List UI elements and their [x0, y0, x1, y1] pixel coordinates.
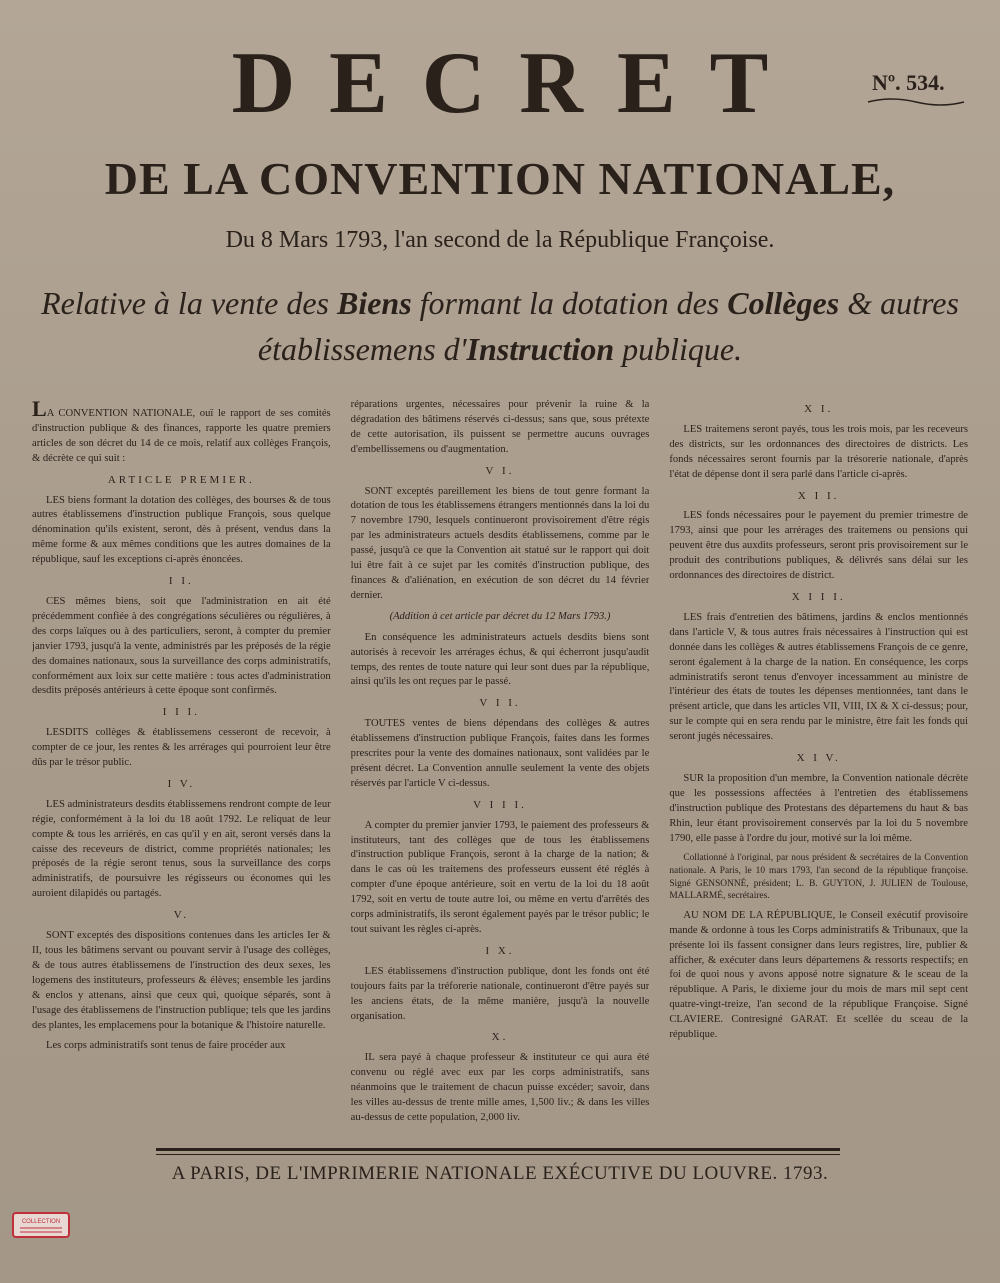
- subject-part-4: Collèges: [727, 285, 840, 321]
- article-text: LES administrateurs desdits établissemens rendront compte de leur régie, conformément à la loi du 18 août 1792. Le reliquat de leur compte & tous les arriérés, en cas qu'il y en ait, seront versés dans la caisse des receveurs de district, comme propriétés nationales; les préposés de la régie seront tenus, sous la surveillance des corps administratifs, de poursuivre les régisseurs ou économes qui les auroient dilapidés ou partagés.: [32, 798, 331, 900]
- article-heading: X I I I.: [791, 590, 846, 603]
- decree-title: DECRET: [231, 35, 803, 132]
- subject-part-1: Relative à la vente des: [41, 285, 337, 321]
- article-text: CES mêmes biens, soit que l'administration en ait été précédemment confiée à des congrégations séculières ou régulières, à des corps laïques ou à des particuliers, seront, à compter du premier janvier 1793, jusqu'à la vente, administrés par les préposés de la régie des domaines nationaux, sous la surveillance des corps administratifs, conformément aux loix sur cette matière : tous actes d'administration desdits préposés antérieurs à cette époque sont confirmés.: [32, 595, 331, 697]
- article-text: A compter du premier janvier 1793, le paiement des professeurs & instituteurs, tant des collèges que de tous les établissemens d'instruction publique François, seront à la charge de la nation; & dans le cas où les traitemens des professeurs eussent été réglés à compter d'une époque antérieure, soit en vertu de la loi du 18 août 1792, soit en vertu de toute autre loi, ou même en vertu d'arrêtés des corps administratifs, ils seront également payés par le trésor public; le tout suivant les règles ci-après.: [350, 819, 650, 935]
- decree-body: [32, 398, 968, 1138]
- article-heading: X I.: [804, 403, 834, 415]
- article-heading: I I I.: [162, 706, 200, 719]
- article-text: Les corps administratifs sont tenus de faire procéder aux: [46, 1040, 286, 1052]
- article-heading: X.: [491, 1031, 509, 1044]
- intro-paragraph: [32, 398, 331, 467]
- intro-text: A CONVENTION NATIONALE, ouï le rapport de ses comités d'instruction publique & des finances, rapporte les quatre premiers articles de son décret du 14 de ce mois, relatif aux collèges François, & décrète ce qui suit :: [32, 408, 331, 464]
- addition-note: (Addition à cet article par décret du 12 Mars 1793.): [389, 610, 611, 622]
- article-text: TOUTES ventes de biens dépendans des collèges & autres établissemens d'instruction publique François, faites dans les formes prescrites pour la vente des domaines nationaux, sont validées par le présent décret. La Convention annulle seulement la vente des objets réservés par l'article V ci-dessus.: [350, 718, 650, 789]
- article-text: SUR la proposition d'un membre, la Convention nationale décrète que les possessions affectées à l'entretien des établissemens d'instruction publique des Protestans des départemens du haut & bas Rhin, leur étant provisoirement conservés par la loi du 5 novembre 1790, elle passe à l'ordre du jour, motivé sur la loi même.: [669, 772, 969, 844]
- column-2: [351, 398, 650, 1138]
- footer-rule-thin: [156, 1154, 840, 1155]
- subject-part-6: Instruction: [466, 331, 615, 367]
- collection-stamp-icon: [12, 1212, 70, 1238]
- article-text: SONT exceptés pareillement les biens de tout genre formant la dotation de tous les établissemens étrangers mentionnés dans la loi du 7 novembre 1790, lesquels continueront provisoirement d'être régis par les administrateurs actuels desdits établissemens, comme par le passé, jusqu'à ce que la Convention ait statué sur le rapport qui doit lui être fait à ce sujet par les comités d'instruction publique, des finances & d'aliénation, en exécution de son décret du 14 février dernier.: [350, 485, 650, 601]
- collation-note: Collationné à l'original, par nous président & secrétaires de la Convention nationale. A Paris, le 10 mars 1793, l'an second de la république françoise. Signé GENSONNÉ, président; L. B. GUYTON, J. JULIEN de Toulouse, MALLARMÉ, secrétaires.: [669, 853, 969, 902]
- article-heading: I X.: [485, 944, 515, 957]
- stamp-label: COLLECTION: [21, 1219, 61, 1225]
- column-1: [32, 398, 331, 1138]
- decree-subject: [30, 280, 970, 372]
- article-heading: X I I.: [797, 489, 840, 502]
- article-text: LES établissemens d'instruction publique, dont les fonds ont été toujours faits par la tréforerie nationale, continueront d'être payés sur les anciens états, de la même manière, jusqu'à la nouvelle organisation.: [350, 965, 650, 1022]
- column-3: [669, 398, 968, 1138]
- article-text: LES frais d'entretien des bâtimens, jardins & enclos mentionnés dans l'article V, & tous autres frais nécessaires à l'instruction qui est donnée dans les collèges & autres établissemens François de ce genre, seront également à la charge de la nation. En conséquence, les corps administratifs seront tenus d'envoyer incessamment au ministre de l'intérieur des états de toutes les dépenses mentionnées, tant dans le présent article, que dans les articles VII, VIII, IX & X ci-dessus; pour, sur le compte qui en sera rendu par le ministre, être fait les fonds qui seront jugés nécessaires.: [669, 611, 969, 743]
- decree-number: Nº. 534.: [872, 70, 945, 95]
- article-text: IL sera payé à chaque professeur & instituteur ce qui aura été convenu ou réglé avec eux par les corps administratifs, sans néanmoins que le traitement de chacun puisse excéder; savoir, dans les villes au-dessus de trente mille ames, 1,500 liv.; & dans les villes au-dessus de cette population, 2,000 liv.: [350, 1052, 650, 1123]
- article-heading: V I I.: [479, 697, 521, 710]
- article-heading: V.: [173, 909, 189, 922]
- subject-part-5: & autres établissemens d': [257, 285, 959, 367]
- article-heading: I I.: [168, 575, 194, 588]
- closing-formula: AU NOM DE LA RÉPUBLIQUE, le Conseil exécutif provisoire mande & ordonne à tous les Corps administratifs & Tribunaux, que la présente loi ils fassent consigner dans leurs registres, lire, publier & afficher, & exécuter dans leurs départemens & ressorts respectifs; en foi de quoi nous y avons apposé notre signature & le sceau de la république. A Paris, le dixieme jour du mois de mars mil sept cent quatre-vingt-treize, l'an second de la république Françoise. Signé CLAVIERE. Contresigné GARAT. Et scellée du sceau de la république.: [669, 909, 969, 1041]
- article-text: LESDITS collèges & établissemens cesseront de recevoir, à compter de ce jour, les rentes & les arrérages qui pourroient leur être dûs par le trésor public.: [32, 727, 331, 769]
- article-text: LES biens formant la dotation des collèges, des bourses & de tous autres établissemens d'instruction publique François, sous quelque dénomination qu'ils existent, seront, dès à présent, vendus dans la même forme & aux mêmes conditions que les autres domaines de la république, sauf les exceptions ci-après énoncées.: [32, 494, 331, 566]
- article-text: LES traitemens seront payés, tous les trois mois, par les receveurs des districts, sur les ordonnances des directoires de districts. Les fonds nécessaires seront fournis par la trésorerie nationale, d'après l'état de dépense dont il sera parlé dans l'article ci-après.: [669, 423, 969, 480]
- article-heading: X I V.: [796, 752, 841, 765]
- subject-part-2: Biens: [336, 285, 412, 321]
- decree-date: Du 8 Mars 1793, l'an second de la République Françoise.: [225, 227, 775, 253]
- decree-subtitle: DE LA CONVENTION NATIONALE,: [104, 153, 896, 204]
- article-heading: V I.: [485, 464, 515, 477]
- footer-rule: [156, 1148, 840, 1151]
- subject-part-3: formant la dotation des: [411, 285, 728, 321]
- article-heading: ARTICLE PREMIER.: [107, 473, 255, 486]
- article-heading: V I I I.: [473, 798, 527, 811]
- article-text: En conséquence les administrateurs actuels desdits biens sont autorisés à recevoir les arrérages échus, & qui écherront jusqu'audit temps, des rentes de toute nature qui leur sont dues par la république, ainsi qu'ils les ont reçues par le passé.: [350, 631, 650, 688]
- dropcap: L: [32, 398, 47, 421]
- flourish-icon: [866, 94, 966, 110]
- subject-part-7: publique.: [614, 331, 743, 367]
- article-heading: I V.: [167, 777, 196, 790]
- printer-imprint: A PARIS, DE L'IMPRIMERIE NATIONALE EXÉCUTIVE DU LOUVRE. 1793.: [171, 1163, 829, 1184]
- article-text: LES fonds nécessaires pour le payement du premier trimestre de 1793, ainsi que pour les arrérages des traitemens ou pensions qui peuvent être dus auxdits professeurs, seront pris provisoirement sur le produit des contributions publiques, & délivrés sans délai sur les ordonnances des directoires de district.: [669, 510, 969, 582]
- article-text: réparations urgentes, nécessaires pour prévenir la ruine & la dégradation des bâtimens réservés ci-dessus; sans que, sous prétexte de cette autorisation, ils puissent se permettre aucuns ouvrages d'embellissemens ou d'augmentation.: [350, 399, 650, 455]
- article-text: SONT exceptés des dispositions contenues dans les articles Ier & II, tous les bâtimens servant ou pouvant servir à l'usage des collèges, & de tous autres établissemens de l'instruction des deux sexes, les logemens des instituteurs, professeurs & élèves; ensemble les jardins & enclos y attenans, ainsi que ceux qui, quoique séparés, sont à l'usage des établissemens de l'instruction publique; tels que les jardins des plantes, les emplacemens pour la botanique & l'histoire naturelle.: [32, 930, 331, 1031]
